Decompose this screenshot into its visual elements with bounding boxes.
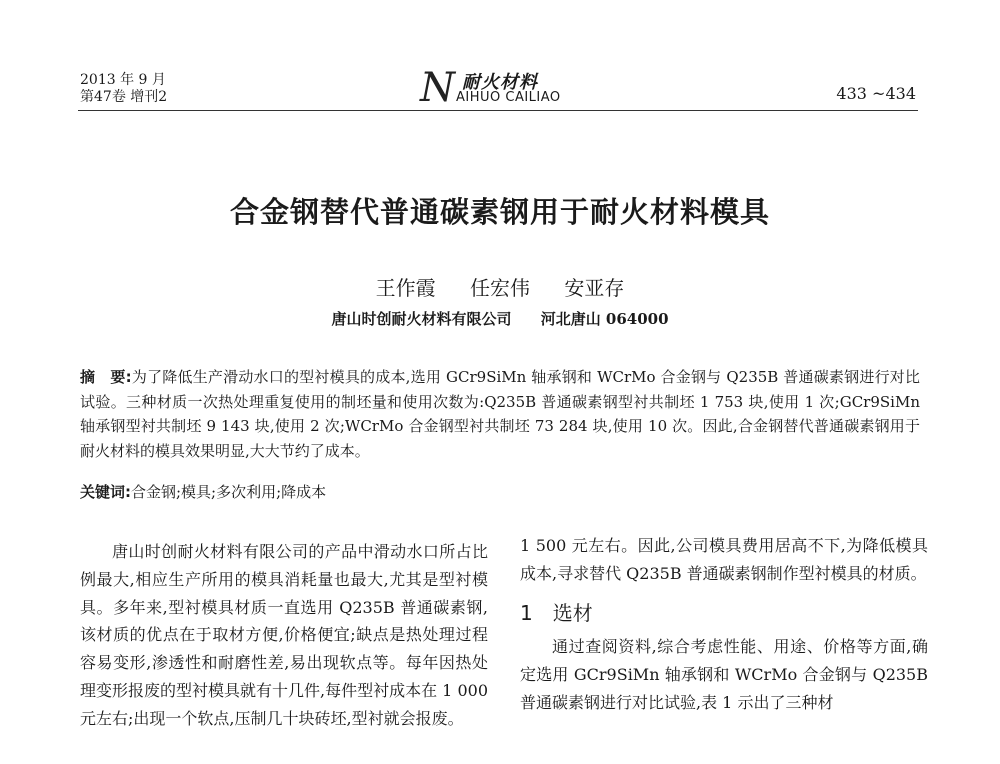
abstract xyxy=(80,365,920,463)
body-column-right xyxy=(520,532,928,717)
abstract-label: 摘 要: xyxy=(80,368,132,386)
author-name: 安亚存 xyxy=(564,276,625,300)
header-divider xyxy=(78,110,918,111)
page-range: 433 ~434 xyxy=(836,84,916,103)
journal-issue-info xyxy=(80,72,167,106)
keywords-label: 关键词: xyxy=(80,483,131,501)
keywords-text: 合金钢;模具;多次利用;降成本 xyxy=(131,483,327,501)
affiliation-location: 河北唐山 064000 xyxy=(540,310,669,328)
affiliation-org: 唐山时创耐火材料有限公司 xyxy=(331,310,512,328)
volume-info: 第47卷 增刊2 xyxy=(80,89,168,105)
affiliation xyxy=(0,308,1000,329)
author-name: 任宏伟 xyxy=(470,276,530,300)
body-column-left xyxy=(80,538,488,733)
author-name: 王作霞 xyxy=(375,276,436,300)
section-heading xyxy=(520,600,928,628)
logo-chinese-name: 耐火材料 xyxy=(462,72,538,93)
body-paragraph: 通过查阅资料,综合考虑性能、用途、价格等方面,确定选用 GCr9SiMn 轴承钢和 WCrMo 合金钢与 Q235B 普通碳素钢进行对比试验,表 1 示出了三种材 xyxy=(520,637,928,712)
abstract-text: 为了降低生产滑动水口的型衬模具的成本,选用 GCr9SiMn 轴承钢和 WCrMo 合金钢与 Q235B 普通碳素钢进行对比试验。三种材质一次热处理重复使用的制坯量和使用次数为:Q235B 普通碳素钢型衬共制坯 1 753 块,使用 1 次;GCr9SiMn 轴承钢型衬共制坯 9 143 块,使用 2 次;WCrMo 合金钢型衬共制坯 73 284 块,使用 10 次。因此,合金钢替代普通碳素钢用于耐火材料的模具效果明显,大大节约了成本。 xyxy=(80,368,920,460)
paper-title: 合金钢替代普通碳素钢用于耐火材料模具 xyxy=(229,195,770,229)
author-list xyxy=(0,272,1000,301)
body-paragraph: 唐山时创耐火材料有限公司的产品中滑动水口所占比例最大,相应生产所用的模具消耗量也最大,尤其是型衬模具。多年来,型衬模具材质一直选用 Q235B 普通碳素钢,该材质的优点在于取材方便,价格便宜;缺点是热处理过程容易变形,渗透性和耐磨性差,易出现软点等。每年因热处理变形报废的型衬模具就有十几件,每件型衬成本在 1 000 元左右;出现一个软点,压制几十块砖坯,型衬就会报废。 xyxy=(80,542,488,728)
issue-date: 2013 年 9 月 xyxy=(80,72,166,88)
keywords xyxy=(80,481,920,503)
journal-logo xyxy=(420,66,580,110)
section-number: 1 xyxy=(520,600,533,625)
body-paragraph: 1 500 元左右。因此,公司模具费用居高不下,为降低模具成本,寻求替代 Q235B 普通碳素钢制作型衬模具的材质。 xyxy=(520,536,928,583)
section-title: 选材 xyxy=(552,600,593,625)
logo-initial: N xyxy=(420,65,455,111)
logo-english-name: AIHUO CAILIAO xyxy=(456,90,561,105)
